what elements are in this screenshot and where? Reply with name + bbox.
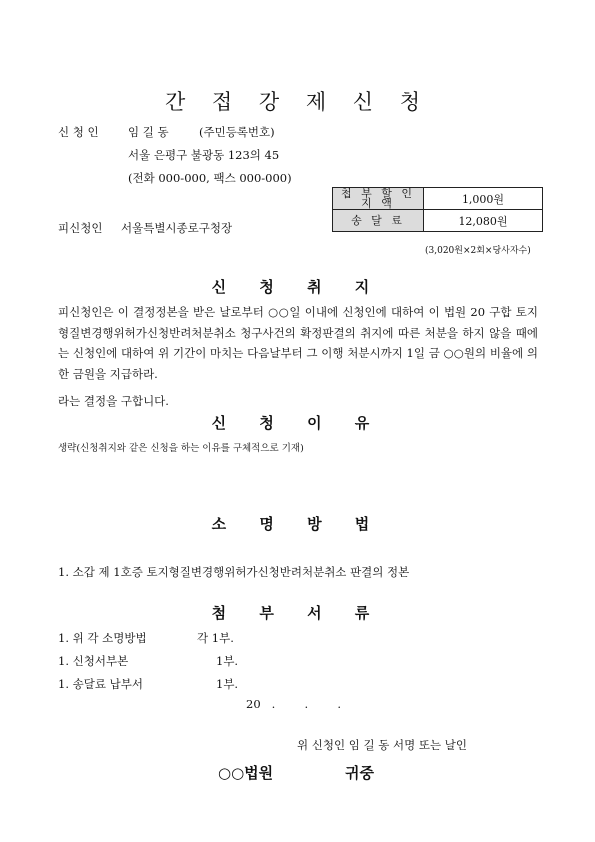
- court-name: ○○법원: [218, 764, 274, 782]
- signature-line: 위 신청인 임 길 동 서명 또는 날인: [297, 738, 468, 752]
- purpose-body: 피신청인은 이 결정정본을 받은 날로부터 ○○일 이내에 신청인에 대하여 이 법원 20 구합 토지형질변경행위허가신청반려처분취소 청구사건의 확정판결의 취지에 따른 처분을 하지 않을 때에는 신청인에 대하여 위 기간이 마치는 다음날부터 그 이행 처분시까지 1일 금 ○○원의 비율에 의한 금원을 지급하라.: [58, 305, 538, 381]
- stamp-fee-value: 1,000원: [424, 188, 543, 210]
- fee-table: [332, 187, 543, 232]
- purpose-heading: 신 청 취 지: [211, 278, 384, 296]
- applicant-id-note: (주민등록번호): [199, 125, 275, 139]
- document-title: 간 접 강 제 신 청: [164, 90, 431, 114]
- delivery-fee-note: (3,020원×2회×당사자수): [425, 246, 531, 256]
- applicant-contact: (전화 000-000, 팩스 000-000): [128, 171, 292, 185]
- attachment-item-count: 각 1부.: [197, 631, 234, 645]
- attachment-item-count: 1부.: [216, 677, 239, 691]
- applicant-name: 임 길 동: [128, 125, 169, 139]
- court-suffix: 귀중: [345, 764, 374, 782]
- evidence-heading: 소 명 방 법: [211, 515, 384, 533]
- respondent-name: 서울특별시종로구청장: [121, 221, 233, 235]
- attachment-item-name: 1. 위 각 소명방법: [58, 631, 147, 645]
- applicant-address: 서울 은평구 불광동 123의 45: [128, 148, 280, 162]
- delivery-fee-value: 12,080원: [424, 210, 543, 232]
- delivery-fee-label: 송 달 료: [333, 210, 424, 232]
- fee-row-stamp: [333, 188, 543, 210]
- reason-body: 생략(신청취지와 같은 신청을 하는 이유를 구체적으로 기재): [58, 443, 304, 454]
- attachments-heading: 첨 부 서 류: [211, 604, 384, 622]
- applicant-label: 신 청 인: [58, 125, 99, 139]
- attachment-item-name: 1. 송달료 납부서: [58, 677, 143, 691]
- attachment-item-count: 1부.: [216, 654, 239, 668]
- evidence-item: 1. 소갑 제 1호증 토지형질변경행위허가신청반려처분취소 판결의 정본: [58, 565, 410, 579]
- purpose-closing: 라는 결정을 구합니다.: [58, 394, 169, 408]
- attachment-item-name: 1. 신청서부본: [58, 654, 129, 668]
- stamp-fee-label: 첩 부 할 인 지 액: [333, 188, 424, 210]
- filing-date: 20 . . .: [246, 697, 342, 711]
- respondent-label: 피신청인: [58, 221, 103, 235]
- reason-heading: 신 청 이 유: [211, 414, 384, 432]
- fee-row-delivery: [333, 210, 543, 232]
